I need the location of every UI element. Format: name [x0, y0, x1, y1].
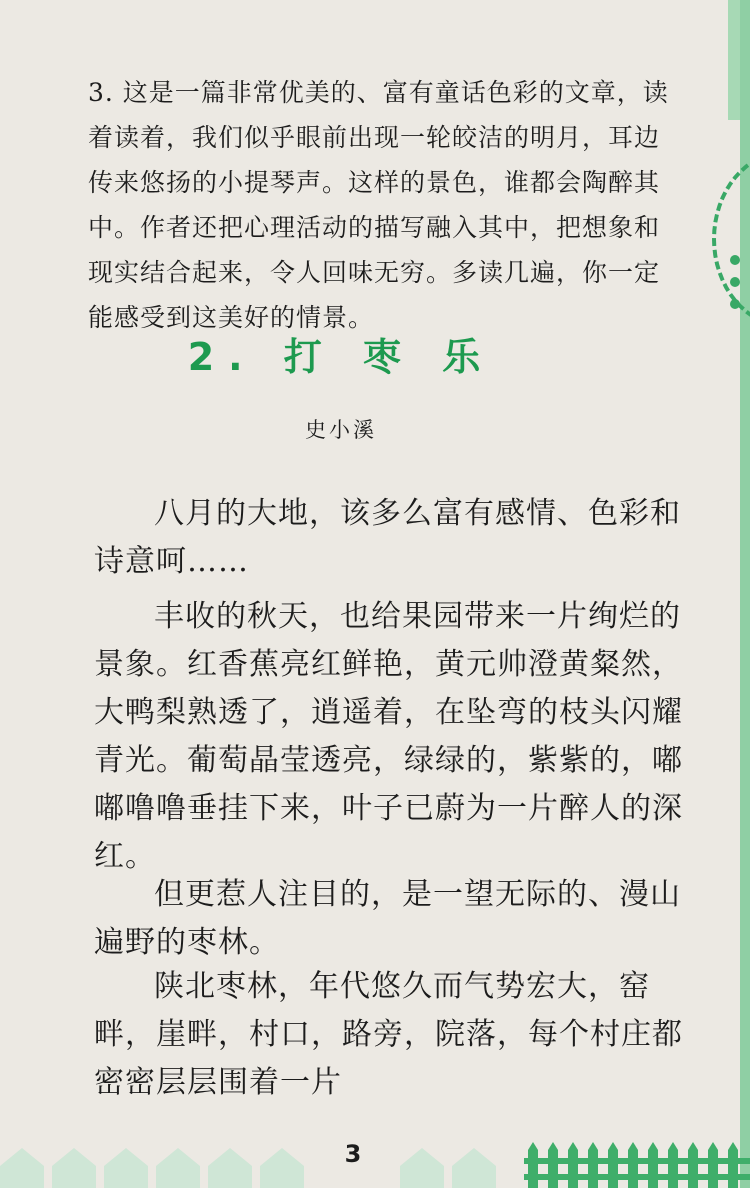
- article-author: 史小溪: [305, 418, 377, 442]
- paragraph-2: 丰收的秋天，也给果园带来一片绚烂的景象。红香蕉亮红鲜艳，黄元帅澄黄粲然，大鸭梨熟透了，逍遥着，在坠弯的枝头闪耀青光。葡萄晶莹透亮，绿绿的，紫紫的，嘟嘟噜噜垂挂下来，叶子已蔚为一片醉人的深红。: [94, 599, 683, 874]
- page-number: 3: [344, 1140, 362, 1168]
- dot-decoration: [718, 255, 748, 321]
- paragraph-1: 八月的大地，该多么富有感情、色彩和诗意呵……: [94, 496, 681, 579]
- reading-note: 3. 这是一篇非常优美的、富有童话色彩的文章，读着读着，我们似乎眼前出现一轮皎洁的明月，耳边传来悠扬的小提琴声。这样的景色，谁都会陶醉其中。作者还把心理活动的描写融入其中，把想象和现实结合起来，令人回味无穷。多读几遍，你一定能感受到这美好的情景。: [88, 78, 669, 332]
- paragraph-4: 陕北枣林，年代悠久而气势宏大，窑畔，崖畔，村口，路旁，院落，每个村庄都密密层层围着一片: [94, 969, 683, 1100]
- paragraph-3: 但更惹人注目的，是一望无际的、漫山遍野的枣林。: [94, 877, 681, 960]
- article-title: 2. 打 枣 乐: [187, 335, 495, 379]
